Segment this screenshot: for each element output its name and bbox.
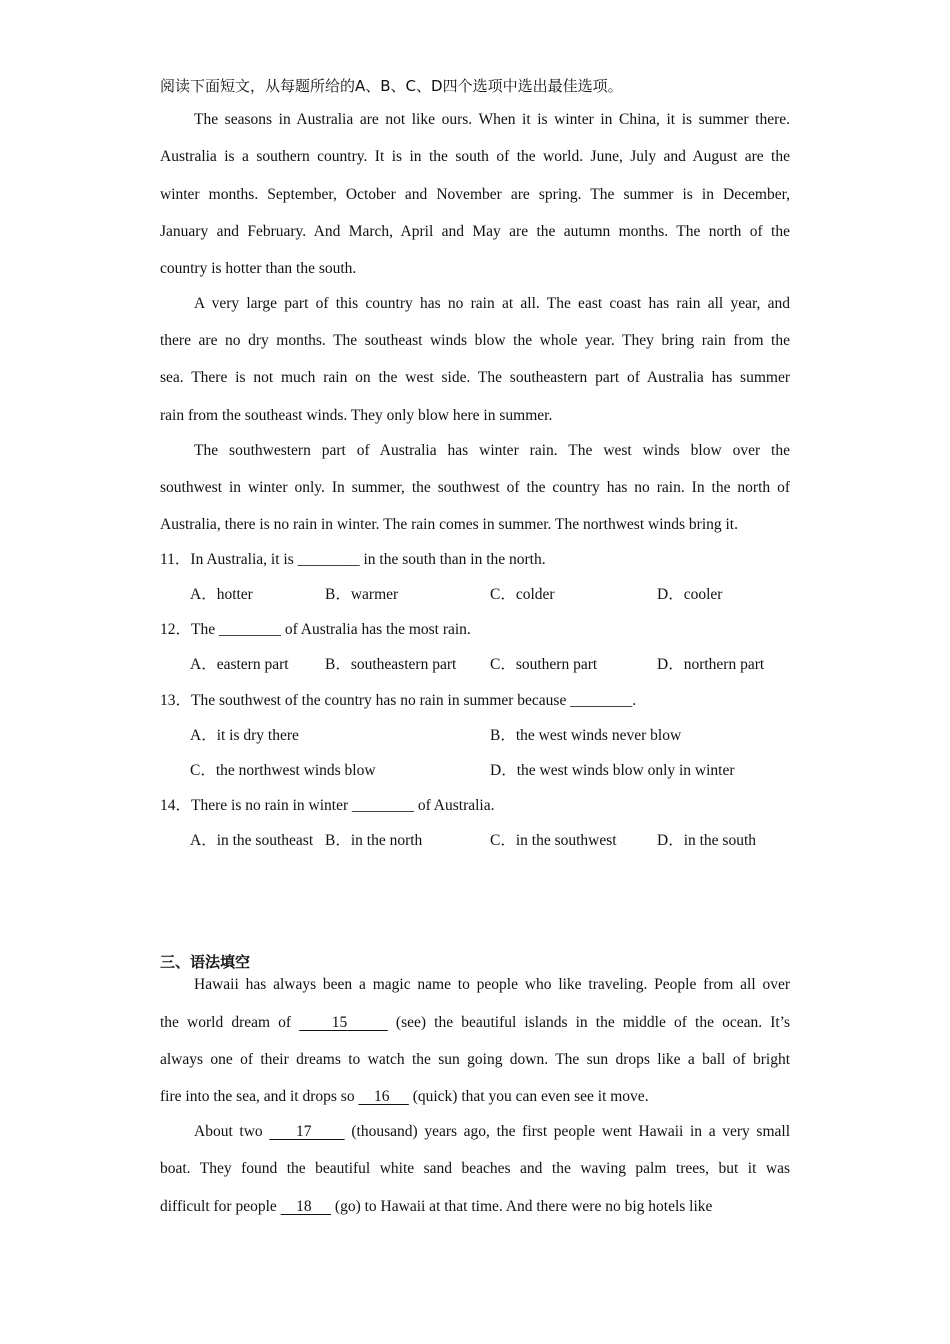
passage-line: Australia, there is no rain in winter. The rain comes in summer. The northwest winds bring it. <box>160 516 738 533</box>
cloze-text: (see) the beautiful islands in the middle of the ocean. It’s <box>395 1014 791 1031</box>
blank-number: 15 <box>331 1014 348 1031</box>
option-a[interactable]: A．eastern part <box>190 656 289 673</box>
cloze-text: boat. They found the beautiful white sand beaches and the waving palm trees, but it was <box>160 1160 790 1177</box>
passage-line: country is hotter than the south. <box>160 260 357 277</box>
blank-17[interactable] <box>269 1123 344 1140</box>
cloze-text: (go) to Hawaii at that time. And there were no big hotels like <box>334 1198 713 1215</box>
passage-line: January and February. And March, April and May are the autumn months. The north of the <box>160 223 790 240</box>
passage-line: sea. There is not much rain on the west side. The southeastern part of Australia has summer <box>160 369 790 386</box>
question-stem: 13．The southwest of the country has no rain in summer because ________. <box>160 692 637 709</box>
blank-15[interactable] <box>299 1014 388 1031</box>
blank-number: 17 <box>295 1123 312 1140</box>
passage-line: there are no dry months. The southeast winds blow the whole year. They bring rain from the <box>160 332 790 349</box>
option-c[interactable]: C．colder <box>490 586 555 603</box>
instruction: 阅读下面短文，从每题所给的A、B、C、D四个选项中选出最佳选项。 <box>160 77 623 95</box>
cloze-line <box>160 1159 790 1179</box>
option-d[interactable]: D．northern part <box>657 656 765 673</box>
blank-16[interactable] <box>358 1088 408 1105</box>
cloze-line <box>160 1087 790 1107</box>
cloze-text: About two <box>194 1123 263 1140</box>
cloze-text: Hawaii has always been a magic name to people who like traveling. People from all over <box>194 976 790 993</box>
cloze-line <box>194 975 790 995</box>
option-a[interactable]: A．in the southeast <box>190 832 314 849</box>
option-d[interactable]: D．in the south <box>657 832 757 849</box>
cloze-text: difficult for people <box>160 1198 277 1215</box>
passage-line: A very large part of this country has no rain at all. The east coast has rain all year, and <box>194 295 790 312</box>
option-a[interactable]: A．hotter <box>190 586 253 603</box>
cloze-line <box>160 1197 790 1217</box>
question-stem: 12．The ________ of Australia has the most rain. <box>160 621 471 638</box>
passage-line: winter months. September, October and November are spring. The summer is in December, <box>160 186 790 203</box>
question-stem: 11．In Australia, it is ________ in the south than in the north. <box>160 551 546 568</box>
option-b[interactable]: B．in the north <box>325 832 423 849</box>
option-b[interactable]: B．southeastern part <box>325 656 457 673</box>
cloze-text: always one of their dreams to watch the sun going down. The sun drops like a ball of bright <box>160 1051 790 1068</box>
passage-line: Australia is a southern country. It is in the south of the world. June, July and August are the <box>160 148 790 165</box>
option-d[interactable]: D．the west winds blow only in winter <box>490 762 735 779</box>
cloze-text: fire into the sea, and it drops so <box>160 1088 355 1105</box>
section-heading: 三、语法填空 <box>160 953 251 971</box>
option-d[interactable]: D．cooler <box>657 586 723 603</box>
option-a[interactable]: A．it is dry there <box>190 727 299 744</box>
option-c[interactable]: C．in the southwest <box>490 832 617 849</box>
cloze-line <box>160 1050 790 1070</box>
blank-number: 16 <box>373 1088 390 1105</box>
blank-18[interactable] <box>281 1198 331 1215</box>
cloze-text: (thousand) years ago, the first people went Hawaii in a very small <box>351 1123 791 1140</box>
cloze-line <box>194 1122 790 1142</box>
passage-line: southwest in winter only. In summer, the southwest of the country has no rain. In the north of <box>160 479 790 496</box>
passage-line: The southwestern part of Australia has winter rain. The west winds blow over the <box>194 442 790 459</box>
cloze-line <box>160 1013 790 1033</box>
cloze-text: the world dream of <box>160 1014 292 1031</box>
option-b[interactable]: B．the west winds never blow <box>490 727 682 744</box>
option-b[interactable]: B．warmer <box>325 586 399 603</box>
cloze-text: (quick) that you can even see it move. <box>412 1088 649 1105</box>
passage-line: The seasons in Australia are not like ours. When it is winter in China, it is summer there. <box>194 111 790 128</box>
passage-line: rain from the southeast winds. They only blow here in summer. <box>160 407 553 424</box>
question-stem: 14．There is no rain in winter ________ of Australia. <box>160 797 495 814</box>
option-c[interactable]: C．southern part <box>490 656 598 673</box>
option-c[interactable]: C．the northwest winds blow <box>190 762 376 779</box>
blank-number: 18 <box>296 1198 312 1215</box>
